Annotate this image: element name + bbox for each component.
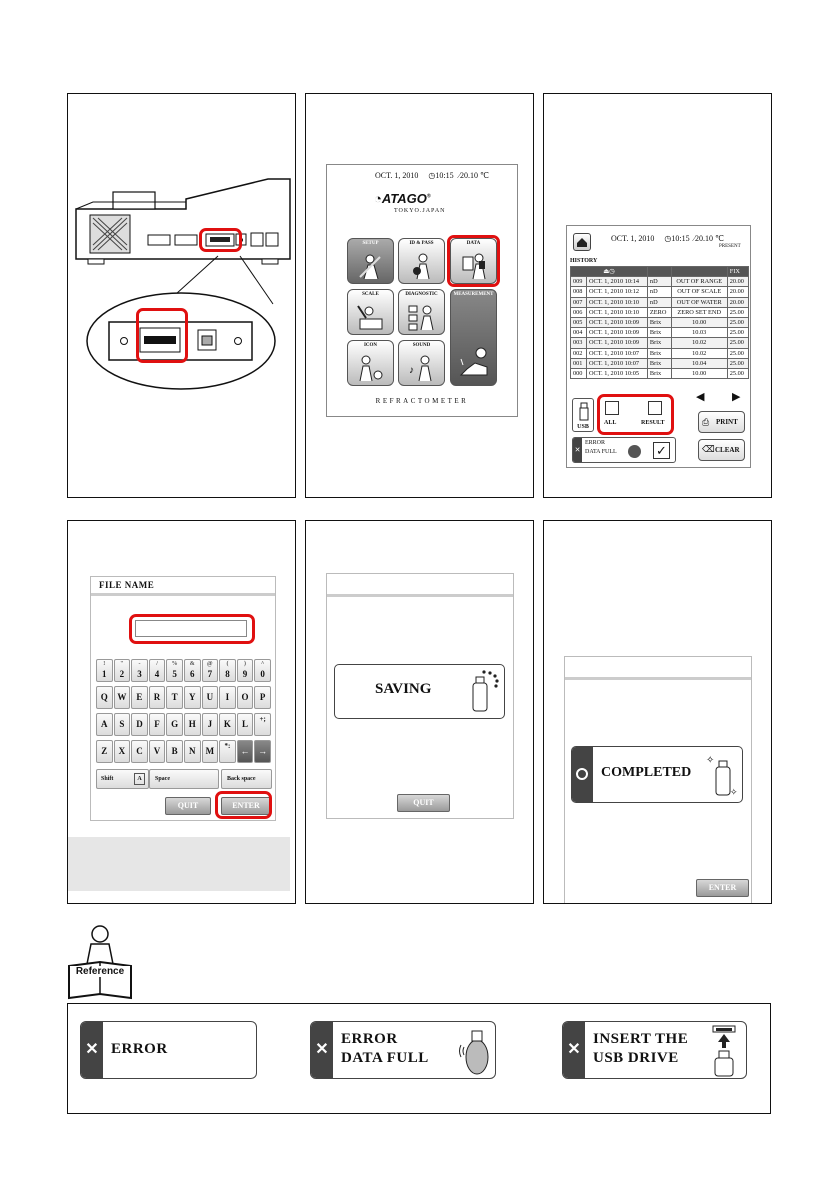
table-row[interactable] xyxy=(571,328,749,338)
tile-sound[interactable]: SOUND ♪ xyxy=(398,340,445,386)
completed-dialog xyxy=(571,746,743,803)
table-cell: OUT OF RANGE xyxy=(671,277,727,287)
key-y[interactable]: Y xyxy=(184,686,201,709)
key-symbol[interactable]: ← xyxy=(237,740,254,763)
table-cell: 008 xyxy=(571,287,587,297)
key-r[interactable]: R xyxy=(149,686,166,709)
key-b[interactable]: B xyxy=(166,740,183,763)
table-cell: 10.04 xyxy=(671,358,727,368)
next-arrow-icon[interactable]: ▶ xyxy=(732,391,741,403)
table-row[interactable] xyxy=(571,358,749,368)
key-symbol[interactable]: *: xyxy=(219,740,236,763)
table-cell: ZERO SET END xyxy=(671,307,727,317)
table-cell: OCT. 1, 2010 10:09 xyxy=(586,317,647,327)
table-cell: OUT OF WATER xyxy=(671,297,727,307)
table-cell: 004 xyxy=(571,328,587,338)
table-cell: 006 xyxy=(571,307,587,317)
history-status: OCT. 1, 2010 ◷10:15 ∕20.10 ℃ xyxy=(611,234,724,243)
table-cell: Brix xyxy=(647,358,671,368)
key-g[interactable]: G xyxy=(166,713,183,736)
panel-main-menu xyxy=(305,93,534,498)
highlight-enter-button xyxy=(215,791,272,819)
table-cell: 003 xyxy=(571,338,587,348)
printer-icon: ⎙ xyxy=(702,417,710,427)
panel-device-rear xyxy=(67,93,296,498)
saving-screen xyxy=(326,573,514,819)
print-button[interactable]: ⎙ PRINT xyxy=(698,411,745,433)
table-cell: 25.00 xyxy=(727,358,748,368)
table-row[interactable] xyxy=(571,317,749,327)
table-cell: OCT. 1, 2010 10:09 xyxy=(586,338,647,348)
usb-button[interactable]: USB xyxy=(572,398,594,432)
history-table xyxy=(570,266,749,379)
brand-subtitle: TOKYO.JAPAN xyxy=(394,208,446,214)
table-row[interactable] xyxy=(571,277,749,287)
key-j[interactable]: J xyxy=(202,713,219,736)
panel-file-name xyxy=(67,520,296,904)
saving-dialog xyxy=(334,664,505,719)
close-icon: ✕ xyxy=(81,1022,103,1078)
table-cell: 000 xyxy=(571,368,587,378)
enter-button[interactable]: ENTER xyxy=(696,879,749,897)
key-a[interactable]: A xyxy=(96,713,113,736)
key-k[interactable]: K xyxy=(219,713,236,736)
key-t[interactable]: T xyxy=(166,686,183,709)
key-c[interactable]: C xyxy=(131,740,148,763)
message-error: ✕ ERROR xyxy=(80,1021,257,1079)
key-o[interactable]: O xyxy=(237,686,254,709)
history-screen xyxy=(566,225,751,468)
table-cell: 25.00 xyxy=(727,307,748,317)
highlight-all-result xyxy=(597,394,674,435)
svg-text:✧: ✧ xyxy=(730,787,738,797)
table-cell: Brix xyxy=(647,368,671,378)
close-icon: ✕ xyxy=(311,1022,333,1078)
tile-data[interactable]: DATA xyxy=(450,238,497,284)
tile-setup[interactable]: SETUP xyxy=(347,238,394,284)
tile-diagnostic[interactable]: DIAGNOSTIC xyxy=(398,289,445,335)
table-cell: 25.00 xyxy=(727,368,748,378)
key-x[interactable]: X xyxy=(114,740,131,763)
device-rear-illustration xyxy=(68,94,296,498)
table-row[interactable] xyxy=(571,338,749,348)
panel-saving xyxy=(305,520,534,904)
table-row[interactable] xyxy=(571,297,749,307)
key-e[interactable]: E xyxy=(131,686,148,709)
key-0[interactable]: ^ 0 xyxy=(254,659,271,682)
saving-label: SAVING xyxy=(375,681,432,697)
table-cell: 10.02 xyxy=(671,348,727,358)
message-error-data-full: ✕ ERROR DATA FULL xyxy=(310,1021,496,1079)
table-cell: OCT. 1, 2010 10:07 xyxy=(586,358,647,368)
table-cell: OCT. 1, 2010 10:10 xyxy=(586,307,647,317)
key-3[interactable]: - 3 xyxy=(131,659,148,682)
tile-icon[interactable]: ICON xyxy=(347,340,394,386)
table-cell: nD xyxy=(647,277,671,287)
temp-text: 20.10 ℃ xyxy=(459,171,489,180)
table-cell: Brix xyxy=(647,328,671,338)
quit-button[interactable]: QUIT xyxy=(165,797,211,815)
table-cell: Brix xyxy=(647,338,671,348)
table-cell: 25.00 xyxy=(727,317,748,327)
completed-label: COMPLETED xyxy=(601,765,692,780)
tile-scale[interactable]: SCALE xyxy=(347,289,394,335)
confirm-checkbox[interactable]: ✓ xyxy=(653,442,670,459)
key-backspace[interactable]: Back space xyxy=(221,769,272,789)
table-cell: 20.00 xyxy=(727,297,748,307)
key-space[interactable]: Space xyxy=(149,769,219,789)
ok-circle-icon xyxy=(576,768,588,780)
reference-book-icon xyxy=(67,922,133,1002)
usb-done-icon xyxy=(704,751,740,799)
table-cell: 10.03 xyxy=(671,328,727,338)
key-6[interactable]: & 6 xyxy=(184,659,201,682)
highlight-usb-port-large xyxy=(136,308,188,363)
table-header-date: ⏏◷ xyxy=(571,267,648,277)
thermometer-icon: ∕ xyxy=(458,171,460,180)
key-n[interactable]: N xyxy=(184,740,201,763)
footer-label: REFRACTOMETER xyxy=(375,397,469,405)
key-m[interactable]: M xyxy=(202,740,219,763)
table-cell: 25.00 xyxy=(727,348,748,358)
table-cell: 20.00 xyxy=(727,277,748,287)
home-icon xyxy=(574,234,590,250)
menu-screen xyxy=(326,164,518,417)
message-insert-usb: ✕ INSERT THE USB DRIVE xyxy=(562,1021,747,1079)
completed-screen xyxy=(564,656,752,904)
key-shift[interactable]: Shift A xyxy=(96,769,149,789)
key-d[interactable]: D xyxy=(131,713,148,736)
key-z[interactable]: Z xyxy=(96,740,113,763)
table-cell: 10.02 xyxy=(671,338,727,348)
table-cell: OCT. 1, 2010 10:12 xyxy=(586,287,647,297)
table-header-fix: FIX xyxy=(727,267,748,277)
table-cell: 10.00 xyxy=(671,317,727,327)
close-icon: ✕ xyxy=(563,1022,585,1078)
time-text: 10:15 xyxy=(435,171,454,180)
file-name-title: FILE NAME xyxy=(99,580,155,590)
table-cell: 10.00 xyxy=(671,368,727,378)
highlight-file-name-input xyxy=(129,614,255,644)
table-cell: 20.00 xyxy=(727,287,748,297)
table-row[interactable] xyxy=(571,368,749,378)
label-result: RESULT xyxy=(641,420,665,426)
tile-id-pass[interactable]: ID & PASS xyxy=(398,238,445,284)
svg-text:✧: ✧ xyxy=(706,755,715,766)
keyboard-screen xyxy=(90,576,276,821)
highlight-usb-port-small xyxy=(199,228,242,252)
table-cell: 007 xyxy=(571,297,587,307)
key-i[interactable]: I xyxy=(219,686,236,709)
key-v[interactable]: V xyxy=(149,740,166,763)
thermometer-icon: ∕ xyxy=(693,234,695,243)
usb-full-icon xyxy=(628,445,641,458)
quit-button[interactable]: QUIT xyxy=(397,794,450,812)
table-row[interactable] xyxy=(571,348,749,358)
key-symbol[interactable]: → xyxy=(254,740,271,763)
prev-arrow-icon[interactable]: ◀ xyxy=(696,391,705,403)
status-bar xyxy=(375,171,489,180)
enter-button[interactable]: ENTER xyxy=(221,797,271,815)
reference-label: Reference xyxy=(70,966,130,977)
svg-text:♪: ♪ xyxy=(409,365,414,376)
insert-usb-icon xyxy=(707,1024,743,1078)
clock-icon: ◷ xyxy=(664,234,672,243)
table-cell: OCT. 1, 2010 10:05 xyxy=(586,368,647,378)
usb-full-icon xyxy=(457,1025,493,1077)
table-cell: 002 xyxy=(571,348,587,358)
key-u[interactable]: U xyxy=(202,686,219,709)
logo-mark-icon: ◔ xyxy=(374,191,382,206)
usb-drive-icon xyxy=(574,401,594,423)
table-cell: 009 xyxy=(571,277,587,287)
key-2[interactable]: " 2 xyxy=(114,659,131,682)
key-f[interactable]: F xyxy=(149,713,166,736)
error-data-full-banner: ✕ ERROR DATA FULL ✓ xyxy=(572,437,676,463)
eraser-icon: ⌫ xyxy=(702,444,715,454)
key-1[interactable]: ! 1 xyxy=(96,659,113,682)
key-p[interactable]: P xyxy=(254,686,271,709)
clear-button[interactable]: ⌫ CLEAR xyxy=(698,439,745,461)
table-cell: 25.00 xyxy=(727,328,748,338)
table-cell: nD xyxy=(647,297,671,307)
table-cell: OCT. 1, 2010 10:10 xyxy=(586,297,647,307)
key-5[interactable]: % 5 xyxy=(166,659,183,682)
panel-history xyxy=(543,93,772,498)
key-9[interactable]: ) 9 xyxy=(237,659,254,682)
brand-logo: ◔ATAGO® xyxy=(374,191,431,206)
key-w[interactable]: W xyxy=(114,686,131,709)
table-cell: OUT OF SCALE xyxy=(671,287,727,297)
table-cell: Brix xyxy=(647,317,671,327)
table-cell: OCT. 1, 2010 10:07 xyxy=(586,348,647,358)
table-cell: 25.00 xyxy=(727,338,748,348)
table-row[interactable] xyxy=(571,307,749,317)
table-cell: 001 xyxy=(571,358,587,368)
key-q[interactable]: Q xyxy=(96,686,113,709)
table-cell: ZERO xyxy=(647,307,671,317)
label-all: ALL xyxy=(604,420,617,426)
table-row[interactable] xyxy=(571,287,749,297)
history-title: HISTORY xyxy=(570,258,598,264)
tile-measurement[interactable]: MEASUREMENT xyxy=(450,289,497,386)
key-symbol[interactable]: +; xyxy=(254,713,271,736)
panel-completed xyxy=(543,520,772,904)
clock-icon: ◷ xyxy=(428,171,436,180)
key-8[interactable]: ( 8 xyxy=(219,659,236,682)
key-h[interactable]: H xyxy=(184,713,201,736)
key-l[interactable]: L xyxy=(237,713,254,736)
panel-reference-messages xyxy=(67,1003,771,1114)
table-cell: 005 xyxy=(571,317,587,327)
present-label: PRESENT xyxy=(719,244,741,249)
usb-saving-icon xyxy=(468,669,502,715)
highlight-data-tile xyxy=(447,235,500,287)
key-4[interactable]: / 4 xyxy=(149,659,166,682)
table-cell: nD xyxy=(647,287,671,297)
close-icon: ✕ xyxy=(573,438,582,462)
table-cell: OCT. 1, 2010 10:09 xyxy=(586,328,647,338)
table-cell: Brix xyxy=(647,348,671,358)
date-text: OCT. 1, 2010 xyxy=(375,171,419,180)
key-7[interactable]: @ 7 xyxy=(202,659,219,682)
table-cell: OCT. 1, 2010 10:14 xyxy=(586,277,647,287)
key-s[interactable]: S xyxy=(114,713,131,736)
gray-bar xyxy=(68,837,290,891)
home-button[interactable] xyxy=(573,233,591,251)
